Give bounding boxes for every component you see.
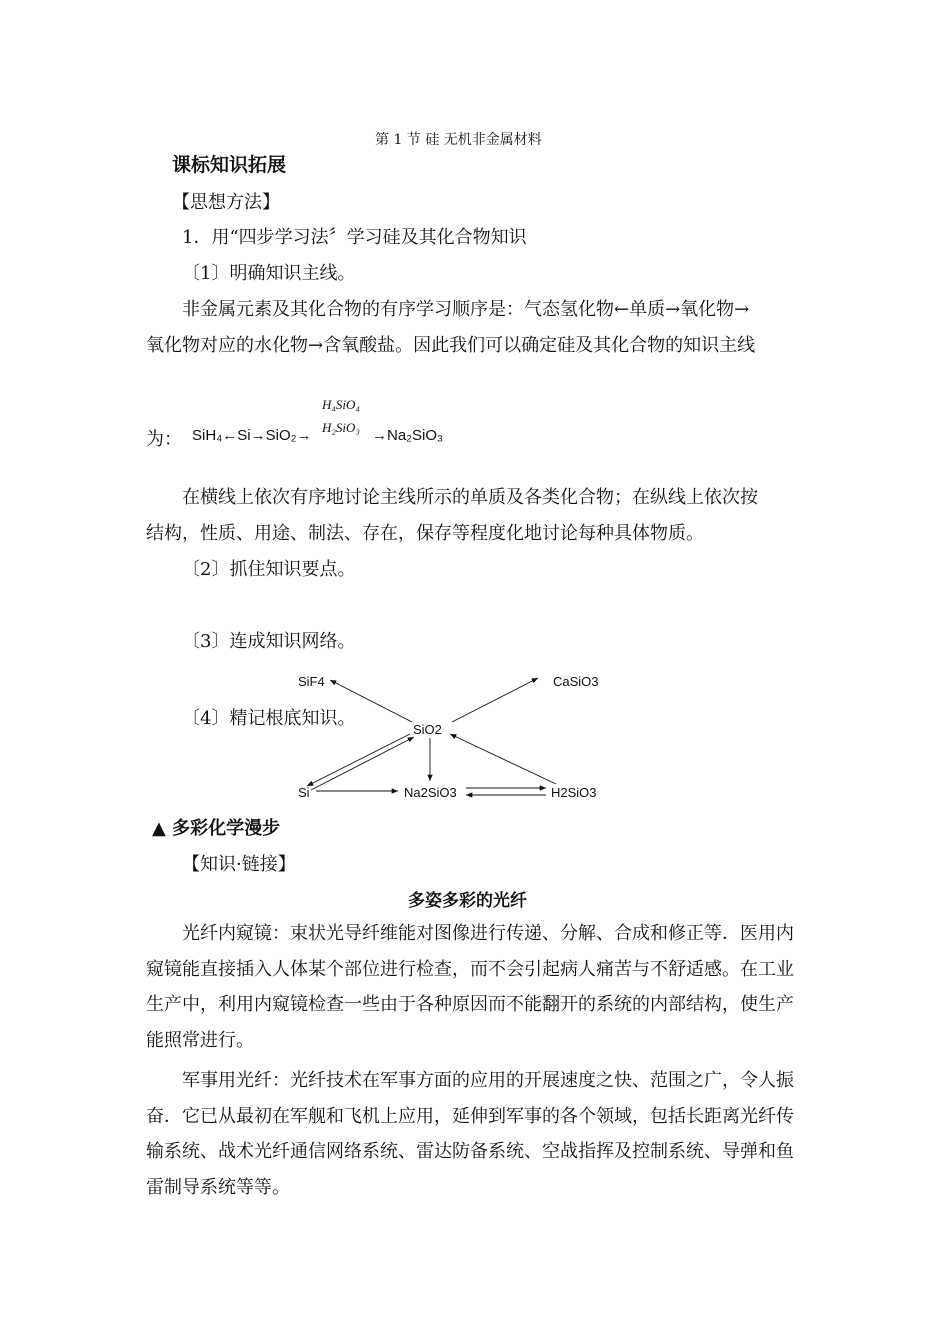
node-sio2: SiO2 [413,722,442,737]
formula-main: SiH₄←Si→SiO₂→ [192,427,312,444]
link-label: 【知识·链接】 [182,854,296,875]
para1-line2: 氧化物对应的水化物→含氧酸盐。因此我们可以确定硅及其化合物的知识主线 [146,335,756,356]
formula-prefix: 为： [146,429,182,450]
para2-line1: 在横线上依次有序地讨论主线所示的单质及各类化合物；在纵线上依次按 [182,487,758,508]
step-1: 〔1〕明确知识主线。 [182,263,356,284]
node-si: Si [298,785,310,800]
method-item-1: 1．用“四步学习法〞学习硅及其化合物知识 [182,227,527,248]
para2-line2: 结构，性质、用途、制法、存在，保存等程度化地讨论每种具体物质。 [146,523,704,544]
formula-upper: H₄SiO₄ [322,397,360,412]
node-h2sio3: H2SiO3 [551,785,597,800]
chapter-title: 第 1 节 硅 无机非金属材料 [375,132,542,148]
edge-sio2-sif4 [330,680,412,722]
colorful-heading: ▲ 多彩化学漫步 [152,818,281,839]
edge-sio2-casio3 [452,678,538,722]
subsection-title: 【思想方法】 [172,192,280,213]
para1-line1: 非金属元素及其化合物的有序学习顺序是：气态氢化物←单质→氧化物→ [182,299,750,320]
article-paragraph-2: 军事用光纤：光纤技术在军事方面的应用的开展速度之快、范围之广，令人振奋．它已从最初在军舰和飞机上应用，延伸到军事的各个领域，包括长距离光纤传输系统、战术光纤通信网络系统、雷达防备系统、空战指挥及控制系统、导弹和鱼雷制导系统等等。 [146,1070,794,1198]
edge-si-sio2 [311,737,414,790]
node-sif4: SiF4 [298,674,325,689]
step-2: 〔2〕抓住知识要点。 [182,559,356,580]
formula-lower: H₂SiO₃ [322,420,360,435]
section-title: 课标知识拓展 [172,154,287,176]
node-casio3: CaSiO3 [553,674,599,689]
node-na2sio3: Na2SiO3 [404,785,457,800]
article-title: 多姿多彩的光纤 [408,891,527,911]
step-4: 〔4〕精记根底知识。 [182,708,356,729]
formula-suffix: →Na₂SiO₃ [372,427,444,444]
edge-sio2-si [307,734,410,786]
edge-h2sio3-sio2 [450,734,556,784]
article-paragraph-1: 光纤内窥镜：束状光导纤维能对图像进行传递、分解、合成和修正等．医用内窥镜能直接插入人体某个部位进行检查，而不会引起病人痛苦与不舒适感。在工业生产中，利用内窥镜检查一些由于各种原因而不能翻开的系统的内部结构，使生产能照常进行。 [146,923,794,1051]
step-3: 〔3〕连成知识网络。 [182,631,356,652]
